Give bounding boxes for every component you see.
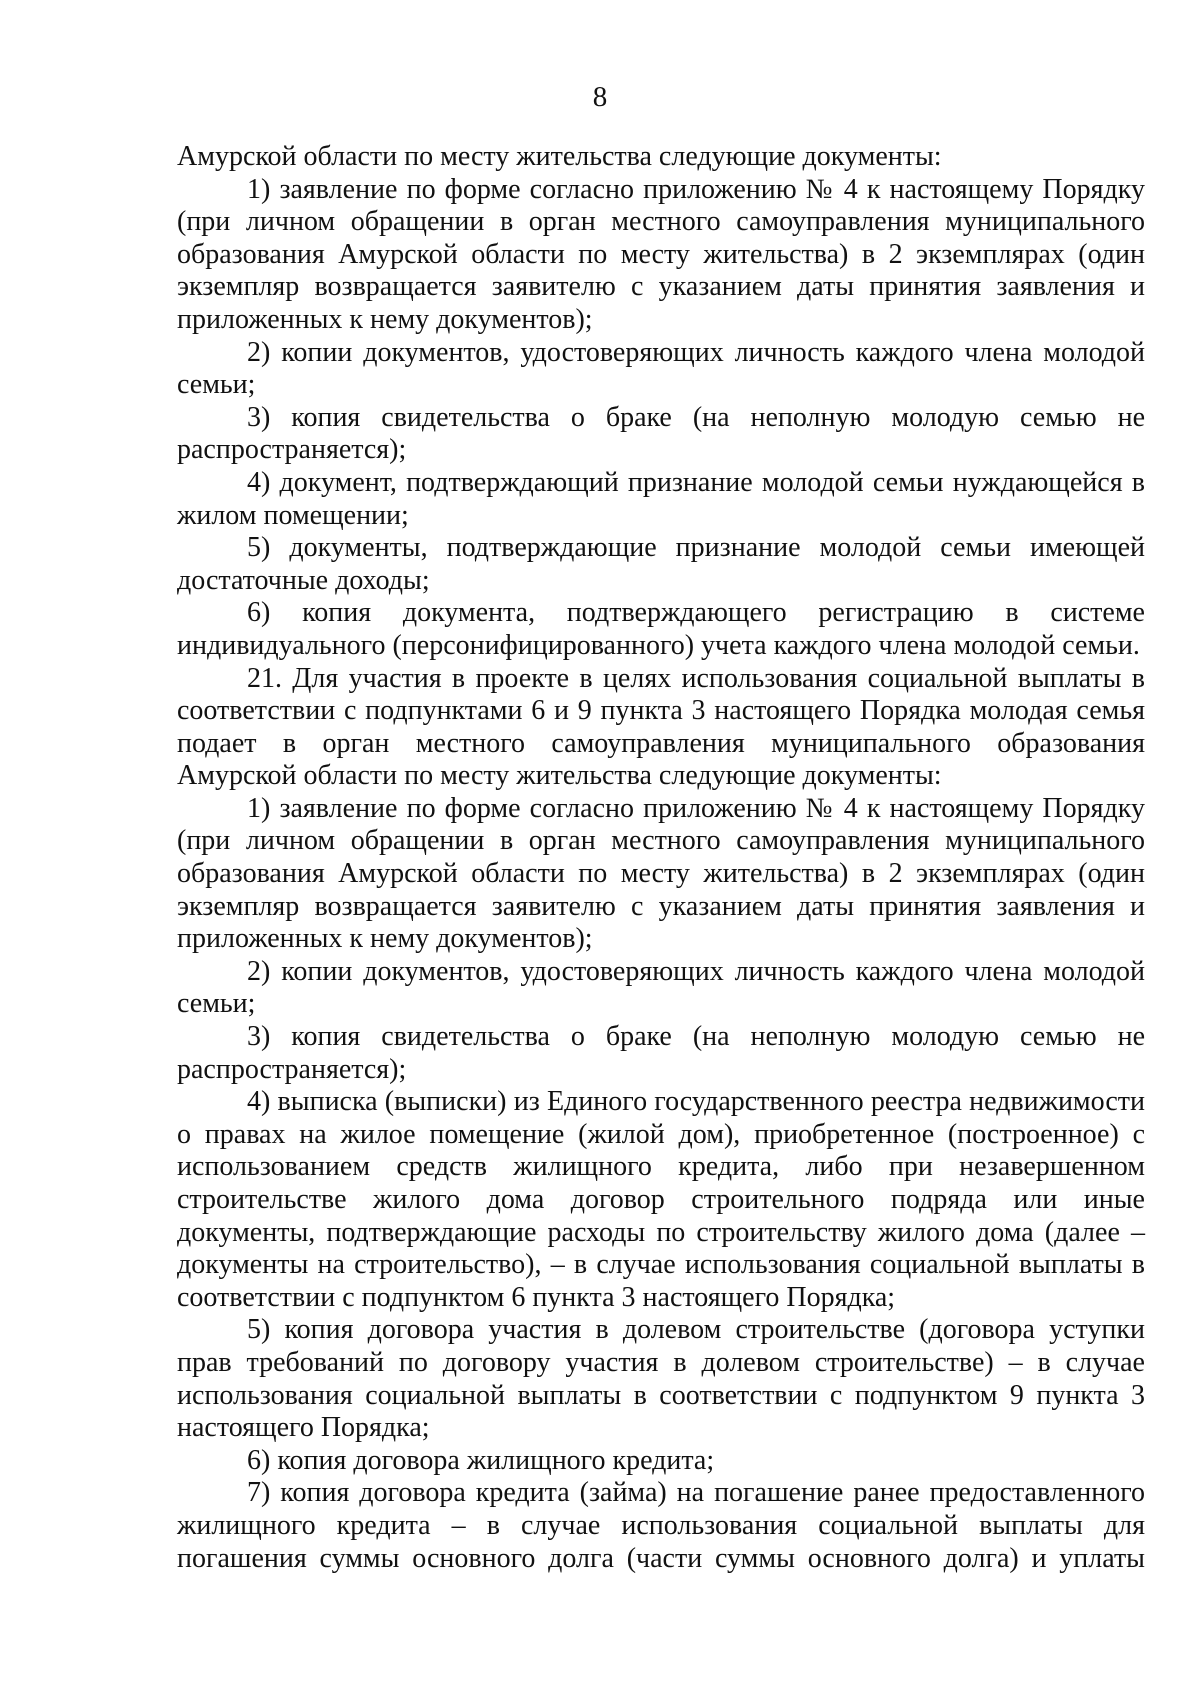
paragraph-5: 4) документ, подтверждающий признание молодой семьи нуждающейся в жилом помещении;: [177, 466, 1145, 531]
paragraph-6: 5) документы, подтверждающие признание молодой семьи имеющей достаточные доходы;: [177, 532, 1145, 596]
paragraph-7: 6) копия документа, подтверждающего регистрацию в системе индивидуального (персонифицированного) учета каждого члена молодой семьи.: [177, 597, 1145, 661]
paragraph-11: 3) копия свидетельства о браке (на неполную молодую семью не распространяется);: [177, 1021, 1145, 1085]
paragraph-9: 1) заявление по форме согласно приложению № 4 к настоящему Порядку (при личном обращении в орган местного самоуправления муниципального образования Амурской области по месту жительства) в 2 экземплярах (один экземпляр возвращается заявителю с указанием даты принятия заявления и приложенных к нему документов);: [177, 792, 1145, 955]
paragraph-8: 21. Для участия в проекте в целях использования социальной выплаты в соответствии с подпунктами 6 и 9 пункта 3 настоящего Порядка молодая семья подает в орган местного самоуправления муниципального образования Амурской области по месту жительства следующие документы:: [177, 662, 1145, 792]
paragraph-4: 3) копия свидетельства о браке (на неполную молодую семью не распространяется);: [177, 401, 1145, 466]
paragraph-1: Амурской области по месту жительства следующие документы:: [177, 141, 942, 172]
paragraph-10: 2) копии документов, удостоверяющих личность каждого члена молодой семьи;: [177, 955, 1145, 1020]
paragraph-13: 5) копия договора участия в долевом строительстве (договора уступки прав требований по договору участия в долевом строительстве) – в случае использования социальной выплаты в соответствии с подпунктом 9 пункта 3 настоящего Порядка;: [177, 1314, 1145, 1444]
paragraph-14: 6) копия договора жилищного кредита;: [247, 1444, 715, 1476]
paragraph-15: 7) копия договора кредита (займа) на погашение ранее предоставленного жилищного кредита – в случае использования социальной выплаты для погашения суммы основного долга (части суммы основного долга) и уплаты: [177, 1477, 1145, 1574]
document-body: [177, 141, 1145, 1575]
paragraph-3: 2) копии документов, удостоверяющих личность каждого члена молодой семьи;: [177, 336, 1145, 401]
paragraph-2: 1) заявление по форме согласно приложению № 4 к настоящему Порядку (при личном обращении в орган местного самоуправления муниципального образования Амурской области по месту жительства) в 2 экземплярах (один экземпляр возвращается заявителю с указанием даты принятия заявления и приложенных к нему документов);: [177, 173, 1145, 335]
paragraph-12: 4) выписка (выписки) из Единого государственного реестра недвижимости о правах на жилое помещение (жилой дом), приобретенное (построенное) с использованием средств жилищного кредита, либо при незавершенном строительстве жилого дома договор строительного подряда или иные документы, подтверждающие расходы по строительству жилого дома (далее – документы на строительство), – в случае использования социальной выплаты в соответствии с подпунктом 6 пункта 3 настоящего Порядка;: [177, 1086, 1145, 1313]
page-number: 8: [592, 81, 608, 113]
